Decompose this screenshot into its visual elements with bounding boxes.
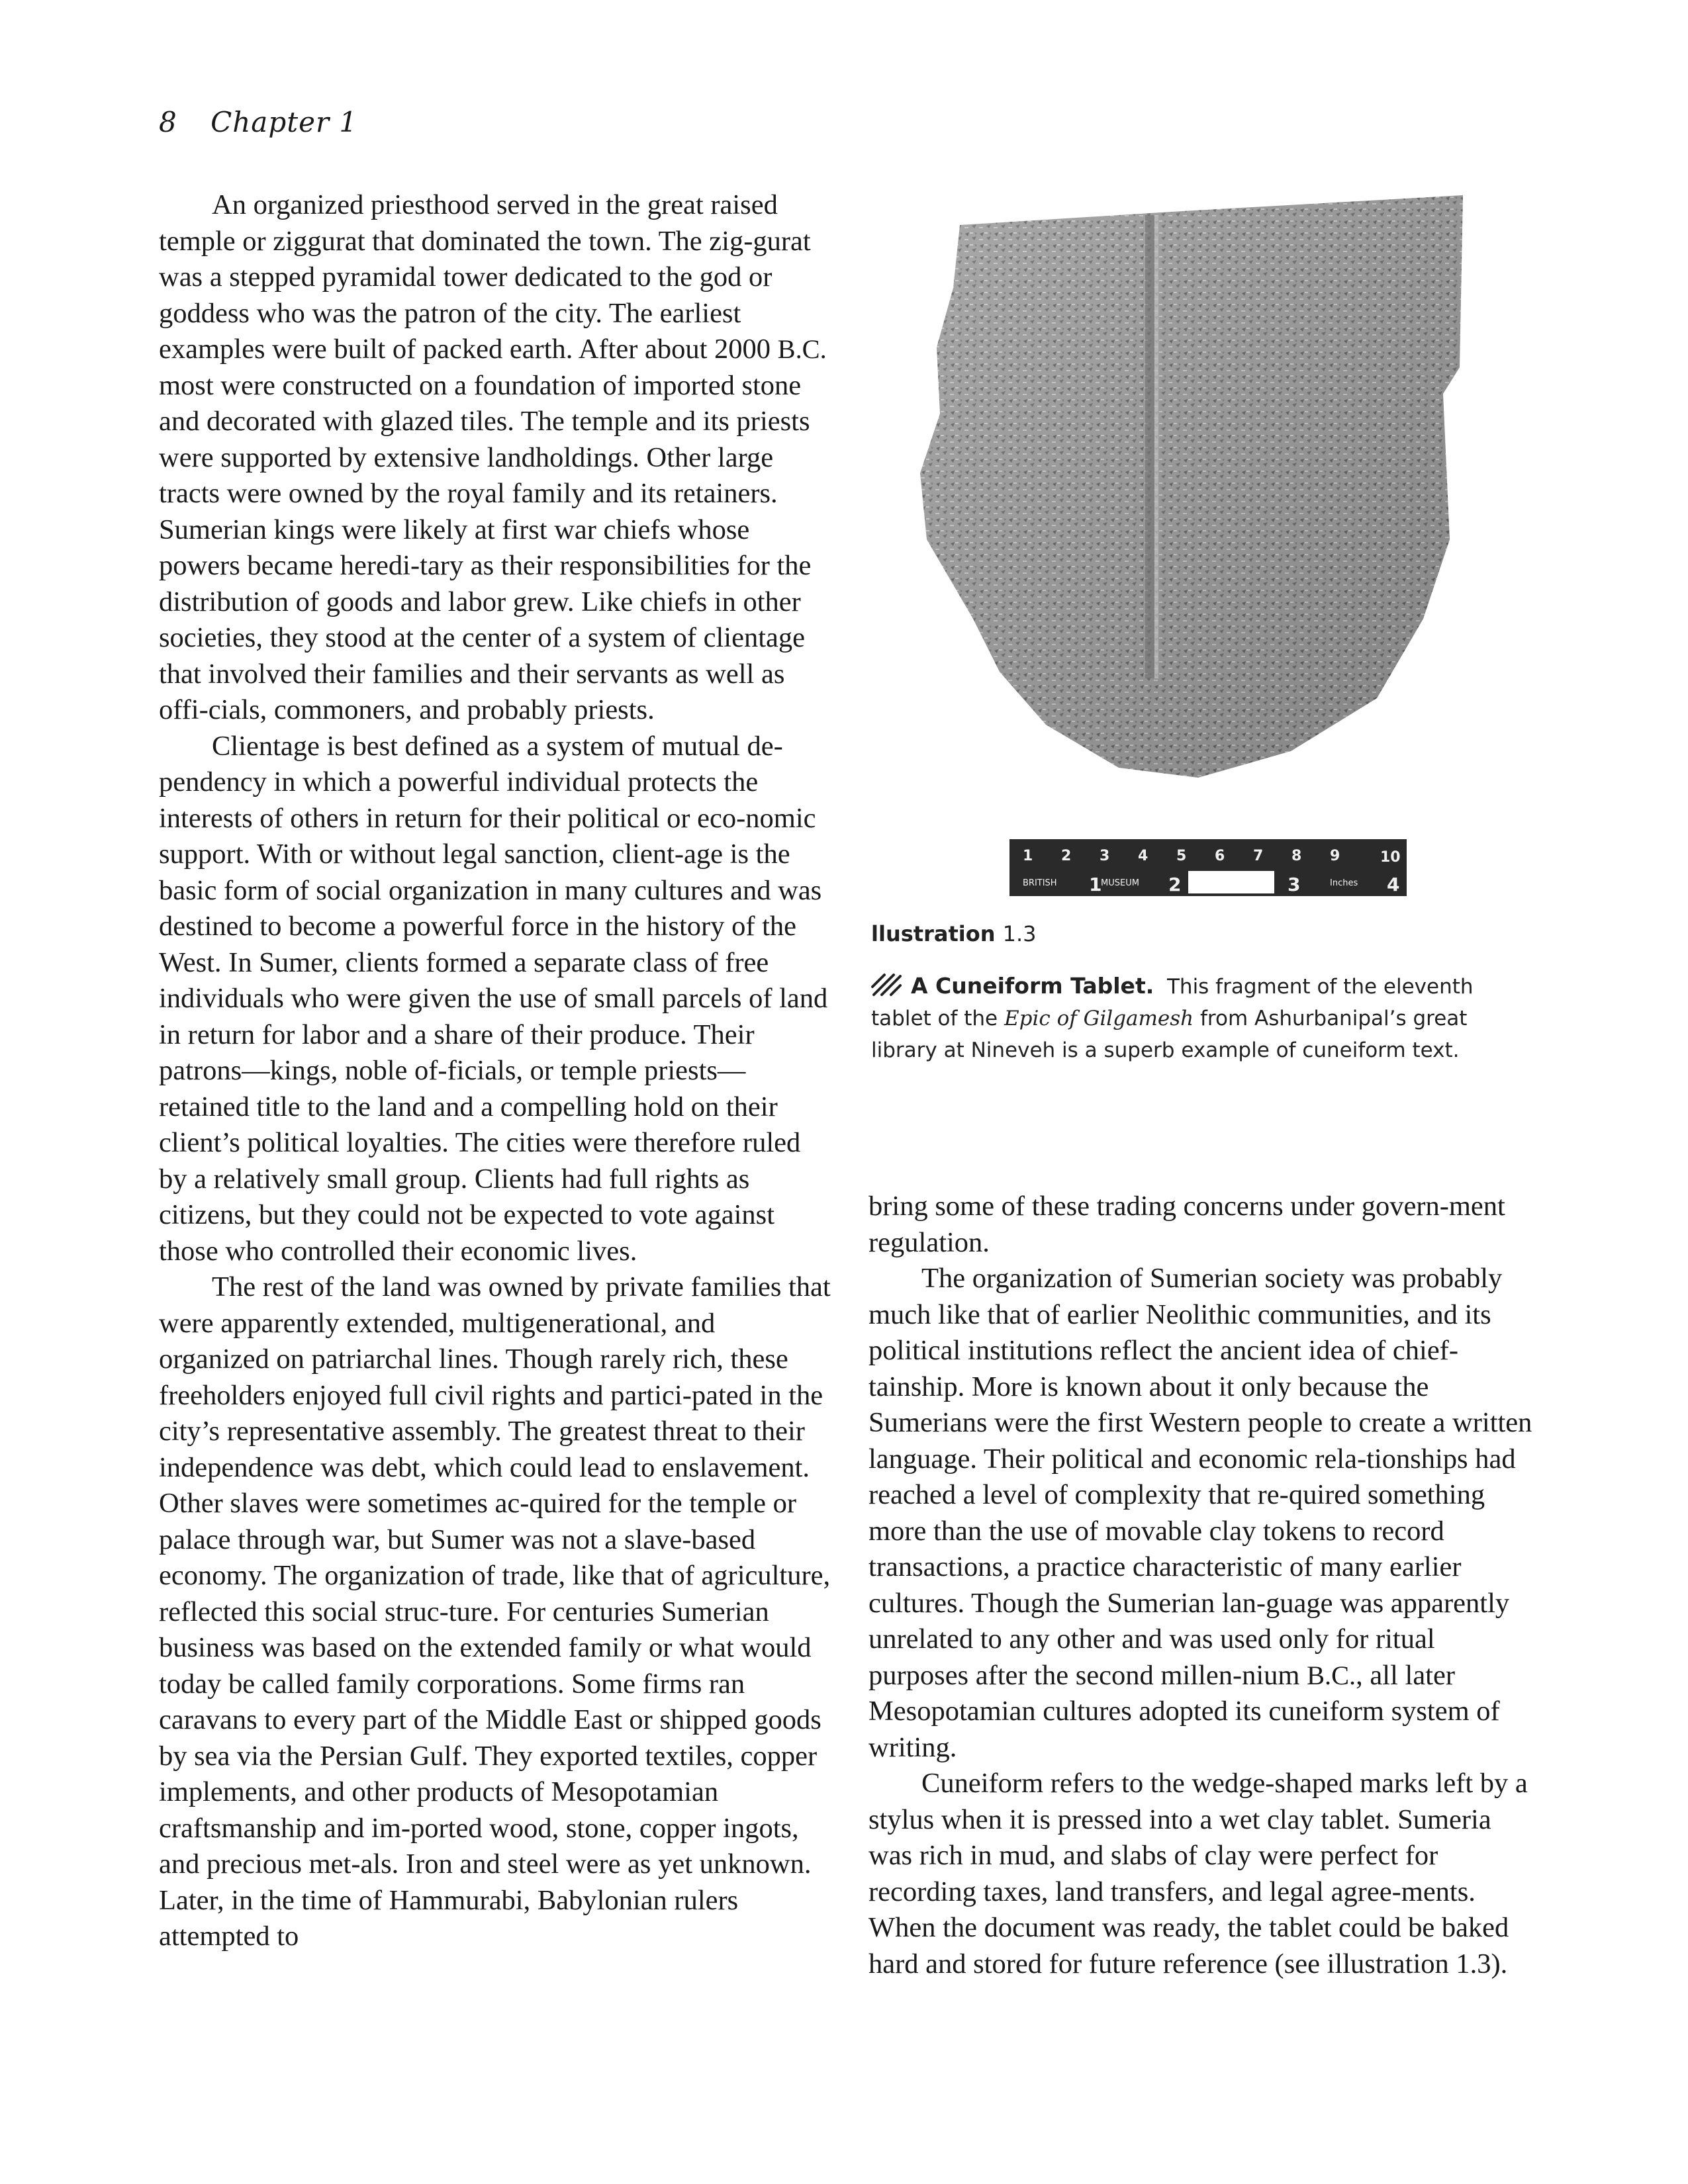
scale-tick-label: 4: [1138, 848, 1149, 864]
right-column: [868, 1189, 1537, 1982]
running-head: [159, 106, 357, 138]
paragraph: The organization of Sumerian society was probably much like that of earlier Neolithic communities, and its political institutions reflect the ancient idea of chief-tainship. More is known about it only because the Sumerians were the first Western people to create a written language. Their political and economic rela-tionships had reached a level of complexity that re-quired something more than the use of movable clay tokens to record transactions, a practice characteristic of many earlier cultures. Though the Sumerian lan-guage was apparently unrelated to any other and was used only for ritual purposes after the second millen-nium B.C., all later Mesopotamian cultures adopted its cuneiform system of writing.: [868, 1263, 1532, 1763]
illustration-label: llustration 1.3: [871, 921, 1037, 946]
scale-tick-label: 1: [1023, 848, 1033, 864]
scale-label-inches: Inches: [1330, 878, 1358, 888]
chapter-title: Chapter 1: [211, 106, 358, 138]
scale-tick-label: 2: [1061, 848, 1072, 864]
left-column: [159, 187, 831, 1955]
scale-tick-label: 3: [1100, 848, 1110, 864]
cuneiform-tablet-image: [920, 195, 1470, 791]
paragraph: The rest of the land was owned by private families that were apparently extended, multigenerational, and organized on patriarchal lines. Though rarely rich, these freeholders enjoyed full civil rights and partici-pated in the city’s representative assembly. The greatest threat to their independence was debt, which could lead to enslavement. Other slaves were sometimes ac-quired for the temple or palace through war, but Sumer was not a slave-based economy. The organization of trade, like that of agriculture, reflected this social struc-ture. For centuries Sumerian business was based on the extended family or what would today be called family corporations. Some firms ran caravans to every part of the Middle East or shipped goods by sea via the Persian Gulf. They exported textiles, copper implements, and other products of Mesopotamian craftsmanship and im-ported wood, stone, copper ingots, and precious met-als. Iron and steel were as yet unknown. Later, in the time of Hammurabi, Babylonian rulers attempted to: [159, 1271, 831, 1952]
scale-tick-label: 5: [1176, 848, 1187, 864]
scale-tick-label: 9: [1330, 848, 1340, 864]
scale-label-british: BRITISH: [1023, 878, 1057, 888]
scale-tick-label: 7: [1253, 848, 1264, 864]
page-number: 8: [159, 106, 177, 138]
paragraph: Clientage is best defined as a system of mutual de-pendency in which a powerful individual protects the interests of others in return for their political or eco-nomic support. With or without legal sanction, client-age is the basic form of social organization in many cultures and was destined to become a powerful force in the history of the West. In Sumer, clients formed a separate class of free individuals who were given the use of small parcels of land in return for labor and a share of their produce. Their patrons—kings, noble of-ficials, or temple priests—retained title to the land and a compelling hold on their client’s political loyalties. The cities were therefore ruled by a relatively small group. Clients had full rights as citizens, but they could not be expected to vote against those who controlled their economic lives.: [159, 730, 828, 1267]
scale-tick-label: 10: [1380, 849, 1401, 866]
paragraph: Cuneiform refers to the wedge-shaped marks left by a stylus when it is pressed into a wet clay tablet. Sumeria was rich in mud, and slabs of clay were perfect for recording taxes, land transfers, and legal agree-ments. When the document was ready, the tablet could be baked hard and stored for future reference (see illustration 1.3).: [868, 1768, 1528, 1979]
caption-title: A Cuneiform Tablet.: [911, 973, 1154, 999]
paragraph: An organized priesthood served in the great raised temple or ziggurat that dominated the town. The zig-gurat was a stepped pyramidal tower dedicated to the god or goddess who was the patron of the city. The earliest examples were built of packed earth. After about 2000 B.C. most were constructed on a foundation of imported stone and decorated with glazed tiles. The temple and its priests were supported by extensive landholdings. Other large tracts were owned by the royal family and its retainers. Sumerian kings were likely at first war chiefs whose powers became heredi-tary as their responsibilities for the distribution of goods and labor grew. Like chiefs in other societies, they stood at the center of a system of clientage that involved their families and their servants as well as offi-cials, commoners, and probably priests.: [159, 189, 827, 725]
figure-caption: A Cuneiform Tablet. This fragment of the eleventh tablet of the Epic of Gilgamesh from Ashurbanipal’s great library at Nineveh is a superb example of cuneiform text.: [871, 973, 1474, 1062]
hatched-bullet-icon: [871, 974, 902, 996]
scale-inch-label: 4: [1387, 874, 1400, 895]
scale-inch-label: 3: [1288, 874, 1301, 895]
scale-tick-label: 8: [1291, 848, 1302, 864]
scale-inch-label: 2: [1168, 874, 1182, 895]
museum-scale-bar: [1009, 839, 1407, 896]
caption-italic-title: Epic of Gilgamesh: [1004, 1007, 1194, 1030]
scale-inch-label: 1: [1089, 874, 1102, 895]
paragraph: bring some of these trading concerns under govern-ment regulation.: [868, 1191, 1505, 1258]
scale-label-museum: MUSEUM: [1101, 878, 1139, 888]
scale-tick-label: 6: [1215, 848, 1225, 864]
